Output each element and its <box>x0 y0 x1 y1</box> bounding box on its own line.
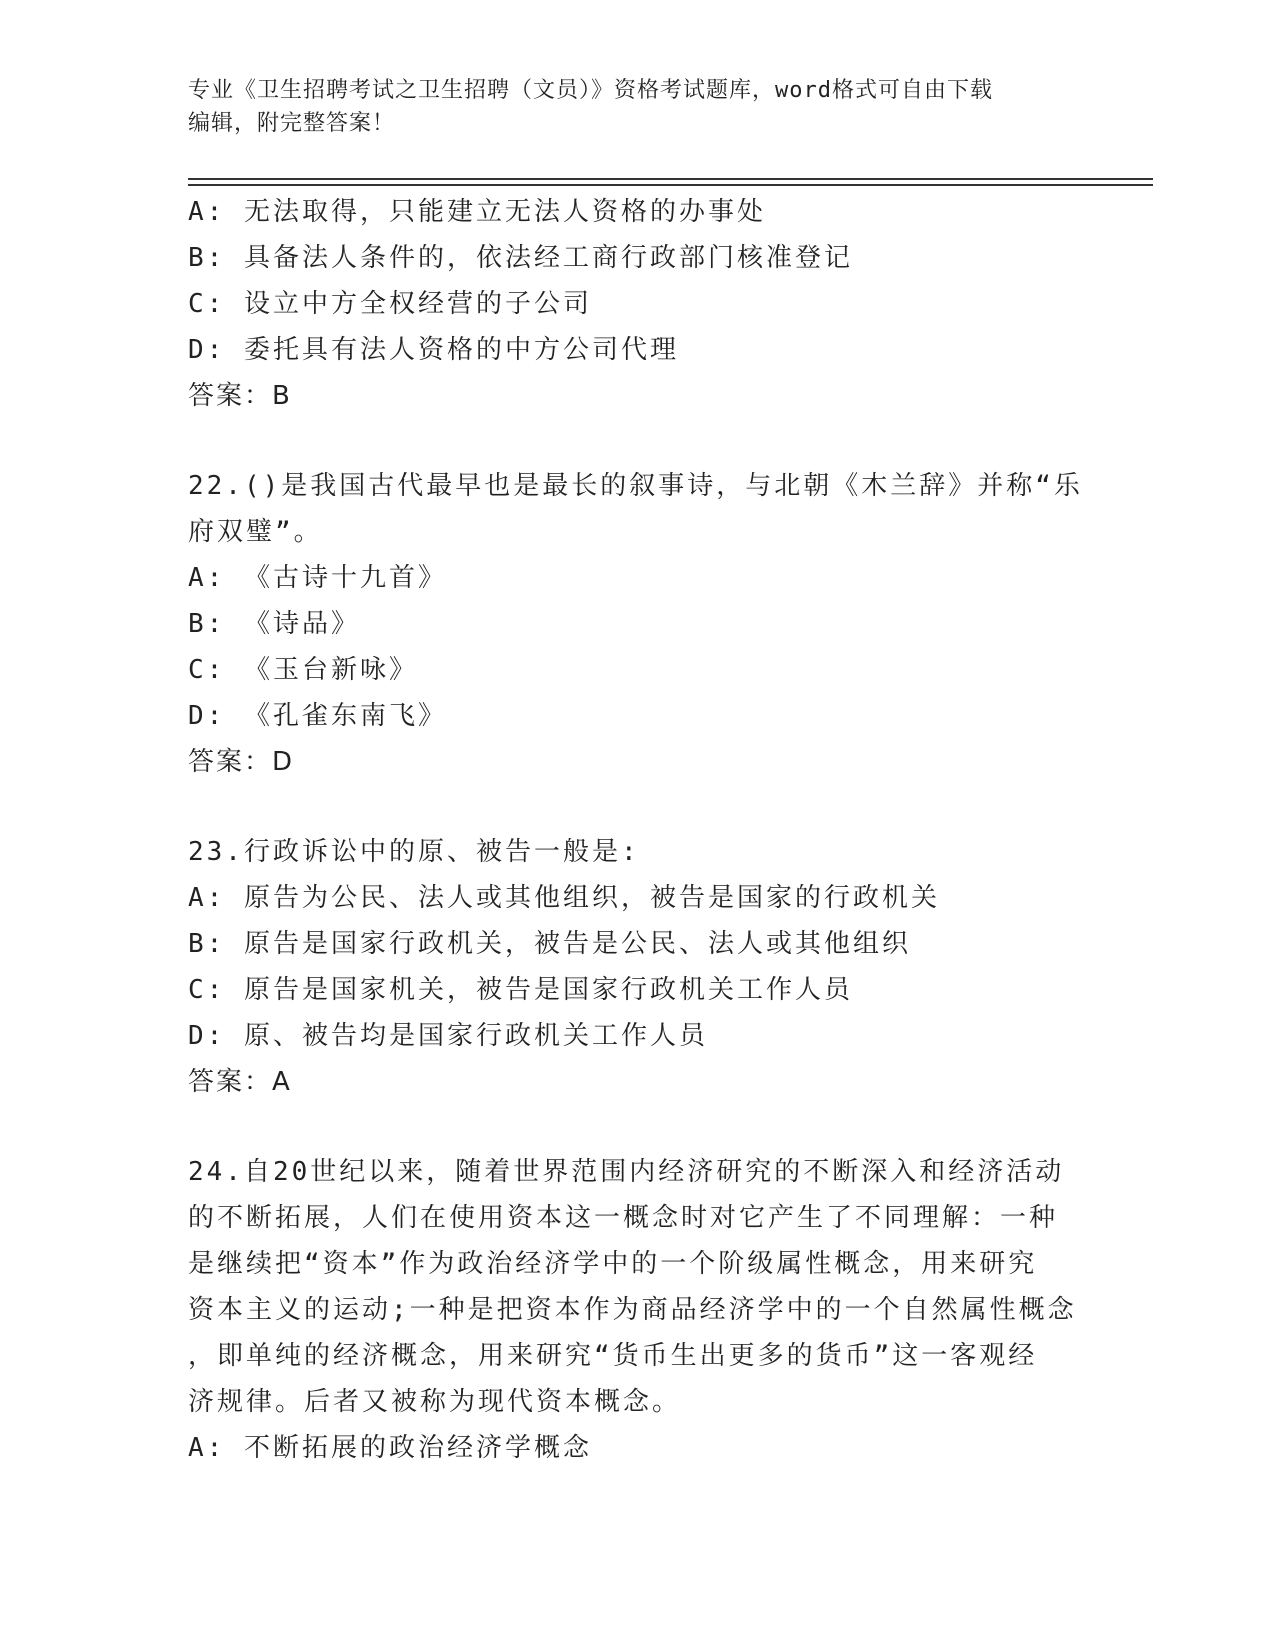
option-a: A: 无法取得，只能建立无法人资格的办事处 <box>188 197 766 227</box>
option-a: A: 《古诗十九首》 <box>188 563 447 593</box>
option-a: A: 原告为公民、法人或其他组织，被告是国家的行政机关 <box>188 883 940 913</box>
answer: 答案：A <box>188 1067 292 1097</box>
question-21 <box>188 189 1068 419</box>
option-c: C: 设立中方全权经营的子公司 <box>188 289 592 319</box>
option-a: A: 不断拓展的政治经济学概念 <box>188 1433 592 1463</box>
option-d: D: 原、被告均是国家行政机关工作人员 <box>188 1021 708 1051</box>
option-d: D: 《孔雀东南飞》 <box>188 701 447 731</box>
option-b: B: 《诗品》 <box>188 609 360 639</box>
option-b: B: 具备法人条件的，依法经工商行政部门核准登记 <box>188 243 853 273</box>
option-c: C: 《玉台新咏》 <box>188 655 418 685</box>
option-c: C: 原告是国家机关，被告是国家行政机关工作人员 <box>188 975 853 1005</box>
answer: 答案：D <box>188 747 295 777</box>
question-stem-line: 的不断拓展，人们在使用资本这一概念时对它产生了不同理解：一种 <box>188 1203 1059 1233</box>
question-22 <box>188 463 1083 785</box>
header-divider-bottom <box>188 184 1153 186</box>
question-stem-line: ，即单纯的经济概念，用来研究“货币生出更多的货币”这一客观经 <box>188 1341 1038 1371</box>
question-stem-line: 资本主义的运动;一种是把资本作为商品经济学中的一个自然属性概念 <box>188 1295 1077 1325</box>
document-header <box>188 74 1068 140</box>
question-stem-line: 是继续把“资本”作为政治经济学中的一个阶级属性概念，用来研究 <box>188 1249 1038 1279</box>
question-stem-line: 24.自20世纪以来，随着世界范围内经济研究的不断深入和经济活动 <box>188 1157 1065 1187</box>
header-divider-top <box>188 178 1153 180</box>
option-d: D: 委托具有法人资格的中方公司代理 <box>188 335 679 365</box>
question-stem-line: 济规律。后者又被称为现代资本概念。 <box>188 1387 682 1417</box>
header-line-1: 专业《卫生招聘考试之卫生招聘（文员）》资格考试题库，word格式可自由下载 <box>188 78 993 103</box>
question-stem-line: 23.行政诉讼中的原、被告一般是: <box>188 837 640 867</box>
question-24 <box>188 1149 1077 1471</box>
answer: 答案：B <box>188 381 292 411</box>
question-23 <box>188 829 1068 1105</box>
option-b: B: 原告是国家行政机关，被告是公民、法人或其他组织 <box>188 929 911 959</box>
question-list <box>188 189 1083 1471</box>
question-stem-line: 22.()是我国古代最早也是最长的叙事诗，与北朝《木兰辞》并称“乐 <box>188 471 1083 501</box>
question-stem-line: 府双璧”。 <box>188 517 323 547</box>
header-line-2: 编辑，附完整答案！ <box>188 111 396 136</box>
